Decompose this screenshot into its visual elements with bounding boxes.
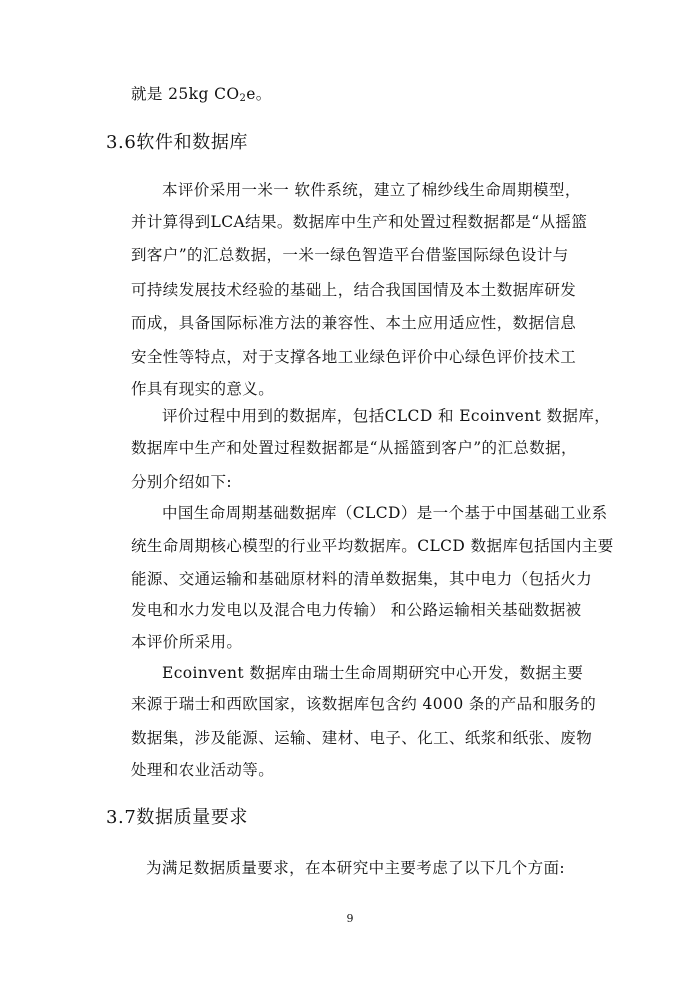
para-line: 作具有现实的意义。 xyxy=(131,380,275,398)
para-line: 本评价所采用。 xyxy=(131,633,243,651)
para-line: 数据集，涉及能源、运输、建材、电子、化工、纸浆和纸张、废物 xyxy=(131,729,593,747)
page-number: 9 xyxy=(346,912,354,925)
intro-suffix: e。 xyxy=(246,85,272,103)
section-3-6-title: 3.6软件和数据库 xyxy=(106,132,249,153)
para-line: 安全性等特点，对于支撑各地工业绿色评价中心绿色评价技术工 xyxy=(131,348,577,366)
para-line: 可持续发展技术经验的基础上，结合我国国情及本土数据库研发 xyxy=(131,281,577,299)
para-line: 并计算得到LCA结果。数据库中生产和处置过程数据都是“从摇篮 xyxy=(131,213,588,231)
co2-subscript: 2 xyxy=(239,93,247,104)
para-line: 能源、交通运输和基础原材料的清单数据集，其中电力（包括火力 xyxy=(131,570,593,588)
para-line: Ecoinvent 数据库由瑞士生命周期研究中心开发，数据主要 xyxy=(162,664,584,682)
intro-text: 就是 25kg CO xyxy=(131,85,240,103)
para-line: 来源于瑞士和西欧国家，该数据库包含约 4000 条的产品和服务的 xyxy=(131,695,597,713)
para-line: 统生命周期核心模型的行业平均数据库。CLCD 数据库包括国内主要 xyxy=(131,537,614,555)
para-line: 数据库中生产和处置过程数据都是“从摇篮到客户”的汇总数据， xyxy=(131,439,577,457)
para-line: 分别介绍如下: xyxy=(131,473,233,491)
section-3-7-title: 3.7数据质量要求 xyxy=(106,807,249,828)
para-line: 评价过程中用到的数据库，包括CLCD 和 Ecoinvent 数据库， xyxy=(162,407,611,425)
para-line: 本评价采用一米一 软件系统，建立了棉纱线生命周期模型， xyxy=(162,181,581,199)
para-line: 处理和农业活动等。 xyxy=(131,761,275,779)
para-line: 而成，具备国际标准方法的兼容性、本土应用适应性，数据信息 xyxy=(131,314,577,332)
para-line: 发电和水力发电以及混合电力传输） 和公路运输相关基础数据被 xyxy=(131,601,582,619)
intro-line xyxy=(131,84,272,109)
para-line: 为满足数据质量要求，在本研究中主要考虑了以下几个方面: xyxy=(146,859,566,877)
para-line: 中国生命周期基础数据库（CLCD）是一个基于中国基础工业系 xyxy=(162,504,608,522)
para-line: 到客户”的汇总数据，一米一绿色智造平台借鉴国际绿色设计与 xyxy=(131,246,569,264)
